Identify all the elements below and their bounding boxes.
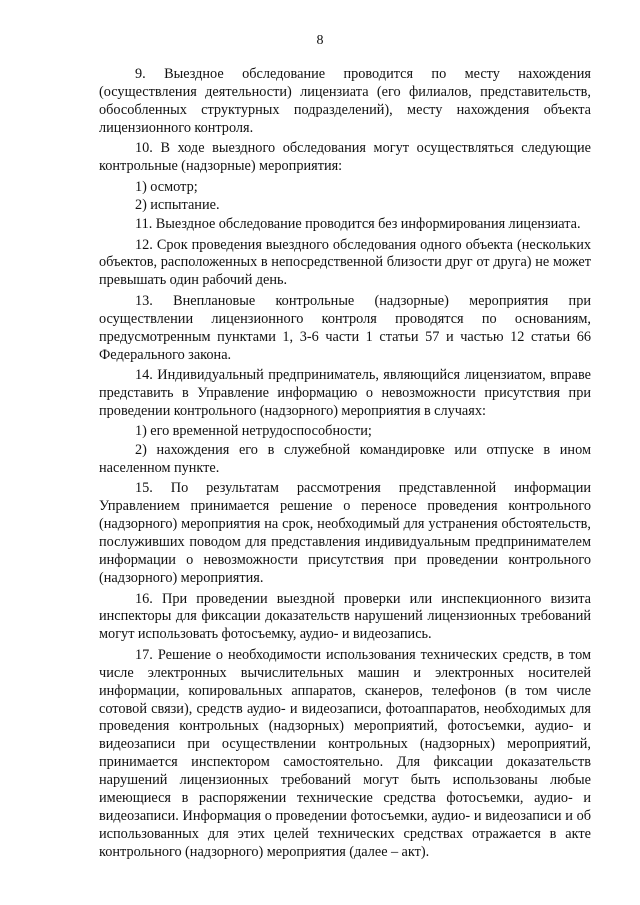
paragraph-16: 16. При проведении выездной проверки или инспекционного визита инспекторы для фиксации доказательств нарушений лицензионных требований могут использовать фотосъемку, аудио- и видеозапись. — [99, 590, 591, 643]
list-item-inspection: 1) осмотр; — [135, 178, 198, 195]
paragraph-17: 17. Решение о необходимости использования технических средств, в том числе электронных вычислительных машин и электронных носителей информации, копировальных аппаратов, сканеров, телефонов (в том числе сотовой связи), средств аудио- и видеозаписи, фотоаппаратов, необходимых для проведения контрольных (надзорных) мероприятий, фотосъемки, аудио- и видеозаписи при осуществлении контрольных (надзорных) мероприятий, принимается инспектором самостоятельно. Для фиксации доказательств нарушений лицензионных требований могут быть использованы любые имеющиеся в распоряжении технические средства фотосъемки, аудио- и видеозаписи. Информация о проведении фотосъемки, аудио- и видеозаписи и об использованных для этих целей технических средствах отражается в акте контрольного (надзорного) мероприятия (далее – акт). — [99, 646, 591, 860]
document-body — [99, 66, 591, 864]
list-item-testing: 2) испытание. — [135, 197, 220, 214]
page-number: 8 — [316, 33, 324, 48]
paragraph-11: 11. Выездное обследование проводится без информирования лицензиата. — [135, 216, 581, 233]
paragraph-10: 10. В ходе выездного обследования могут осуществляться следующие контрольные (надзорные) мероприятия: — [99, 140, 591, 175]
paragraph-15: 15. По результатам рассмотрения представленной информации Управлением принимается решение о переносе проведения контрольного (надзорного) мероприятия на срок, необходимый для устранения обстоятельств, послуживших поводом для представления индивидуальным предпринимателем информации о невозможности присутствия при проведении контрольного (надзорного) мероприятия. — [99, 480, 591, 587]
list-item-disability: 1) его временной нетрудоспособности; — [135, 423, 372, 440]
paragraph-12: 12. Срок проведения выездного обследования одного объекта (нескольких объектов, расположенных в непосредственной близости друг от друга) не может превышать один рабочий день. — [99, 236, 591, 289]
list-item-business-trip: 2) нахождения его в служебной командировке или отпуске в ином населенном пункте. — [99, 442, 591, 476]
paragraph-13: 13. Внеплановые контрольные (надзорные) мероприятия при осуществлении лицензионного контроля проводятся по основаниям, предусмотренным пунктами 1, 3-6 части 1 статьи 57 и частью 12 статьи 66 Федерального закона. — [99, 292, 591, 363]
paragraph-9: 9. Выездное обследование проводится по месту нахождения (осуществления деятельности) лицензиата (его филиалов, представительств, обособленных структурных подразделений), месту нахождения объекта лицензионного контроля. — [99, 66, 591, 136]
paragraph-14: 14. Индивидуальный предприниматель, являющийся лицензиатом, вправе представить в Управление информацию о невозможности присутствия при проведении контрольного (надзорного) мероприятия в случаях: — [99, 367, 591, 419]
